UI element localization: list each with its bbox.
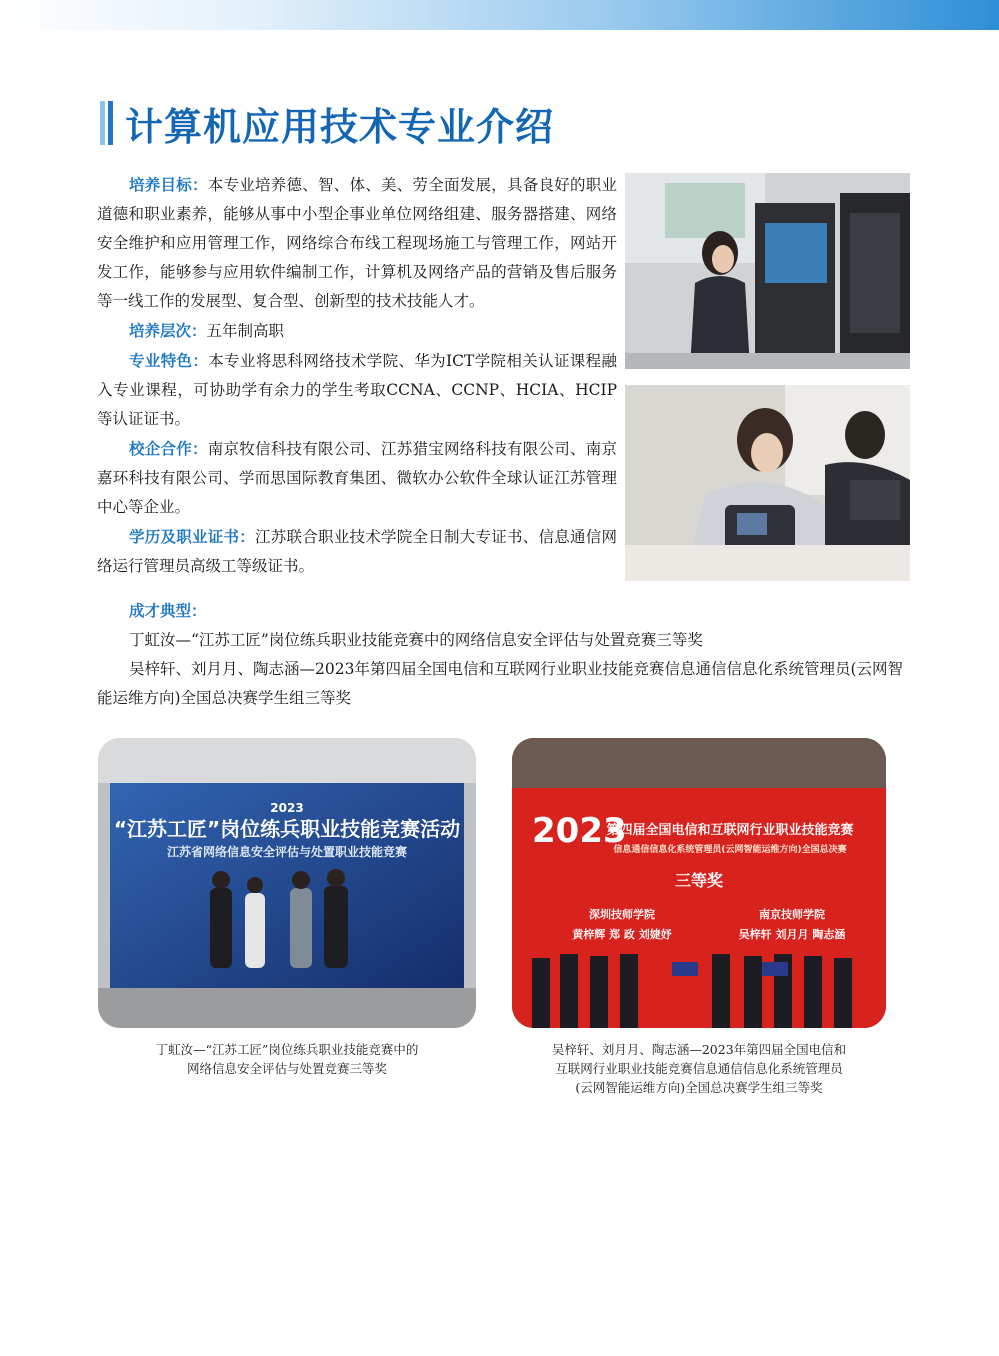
photo-sign-subline: 江苏省网络信息安全评估与处置职业技能竞赛: [166, 845, 408, 859]
achievements: [97, 596, 912, 713]
section-partners: [97, 434, 617, 522]
photo-fiber-lab: [625, 385, 910, 581]
photo-sign-school-left: 深圳技师学院: [589, 908, 655, 921]
section-label: 培养层次：: [129, 321, 207, 340]
section-certs: [97, 522, 617, 581]
section-text: 本专业将思科网络技术学院、华为ICT学院相关认证课程融入专业课程，可协助学有余力的学生考取CCNA、CCNP、HCIA、HCIP等认证证书。: [97, 352, 617, 428]
photo-sign-names-right: 吴梓轩 刘月月 陶志涵: [738, 928, 846, 941]
caption-photo-3: [98, 1040, 476, 1078]
section-label: 培养目标：: [129, 175, 208, 194]
title-block: [100, 98, 554, 148]
photo-sign-year: 2023: [532, 811, 627, 851]
page-title: 计算机应用技术专业介绍: [125, 104, 555, 149]
caption-photo-4: [512, 1040, 886, 1097]
section-label: 学历及职业证书：: [129, 527, 255, 546]
section-text: 南京牧信科技有限公司、江苏猎宝网络科技有限公司、南京嘉环科技有限公司、学而思国际教育集团、微软办公软件全球认证江苏管理中心等企业。: [97, 440, 617, 516]
photo-sign-names-left: 黄梓辉 郑 政 刘婕妤: [572, 928, 672, 941]
title-accent-bars: [100, 101, 113, 145]
photo-sign-headline: “江苏工匠”岗位练兵职业技能竞赛活动: [113, 817, 461, 841]
photo-network-cabinet: [625, 173, 910, 369]
section-text: 江苏联合职业技术学院全日制大专证书、信息通信网络运行管理员高级工等级证书。: [97, 528, 617, 575]
caption-line: 丁虹汝—“江苏工匠”岗位练兵职业技能竞赛中的: [155, 1042, 419, 1057]
photo-sign-award: 三等奖: [674, 871, 724, 890]
achievement-item: 吴梓轩、刘月月、陶志涵—2023年第四届全国电信和互联网行业职业技能竞赛信息通信信息化系统管理员(云网智能运维方向)全国总决赛学生组三等奖: [97, 660, 903, 707]
photo-national-award: [512, 738, 886, 1028]
section-text: 本专业培养德、智、体、美、劳全面发展，具备良好的职业道德和职业素养，能够从事中小型企事业单位网络组建、服务器搭建、网络安全维护和应用管理工作，网络综合布线工程现场施工与管理工作，网站开发工作，能够参与应用软件编制工作，计算机及网络产品的营销及售后服务等一线工作的发展型、复合型、创新型的技术技能人才。: [97, 176, 617, 310]
photo-sign-school-right: 南京技师学院: [759, 908, 825, 921]
photo-sign-headline: 第四届全国电信和互联网行业职业技能竞赛: [606, 823, 854, 838]
caption-line: 吴梓轩、刘月月、陶志涵—2023年第四届全国电信和: [551, 1042, 847, 1057]
photo-sign-subline: 信息通信信息化系统管理员(云网智能运维方向)全国总决赛: [613, 845, 847, 855]
caption-line: (云网智能运维方向)全国总决赛学生组三等奖: [575, 1080, 823, 1095]
photo-jiangsu-competition: [98, 738, 476, 1028]
caption-line: 互联网行业职业技能竞赛信息通信信息化系统管理员: [555, 1061, 843, 1076]
section-level: [97, 316, 617, 346]
intro-text: [97, 170, 617, 581]
section-text: 五年制高职: [206, 322, 285, 340]
section-feature: [97, 346, 617, 434]
achievement-item: 丁虹汝—“江苏工匠”岗位练兵职业技能竞赛中的网络信息安全评估与处置竞赛三等奖: [129, 631, 703, 649]
caption-line: 网络信息安全评估与处置竞赛三等奖: [186, 1061, 387, 1076]
section-label: 专业特色：: [129, 351, 209, 370]
photo-sign-year: 2023: [270, 801, 304, 815]
header-gradient-band: [0, 0, 999, 30]
section-label: 校企合作：: [129, 439, 208, 458]
achievements-heading: 成才典型：: [129, 601, 207, 620]
section-goal: [97, 170, 617, 316]
